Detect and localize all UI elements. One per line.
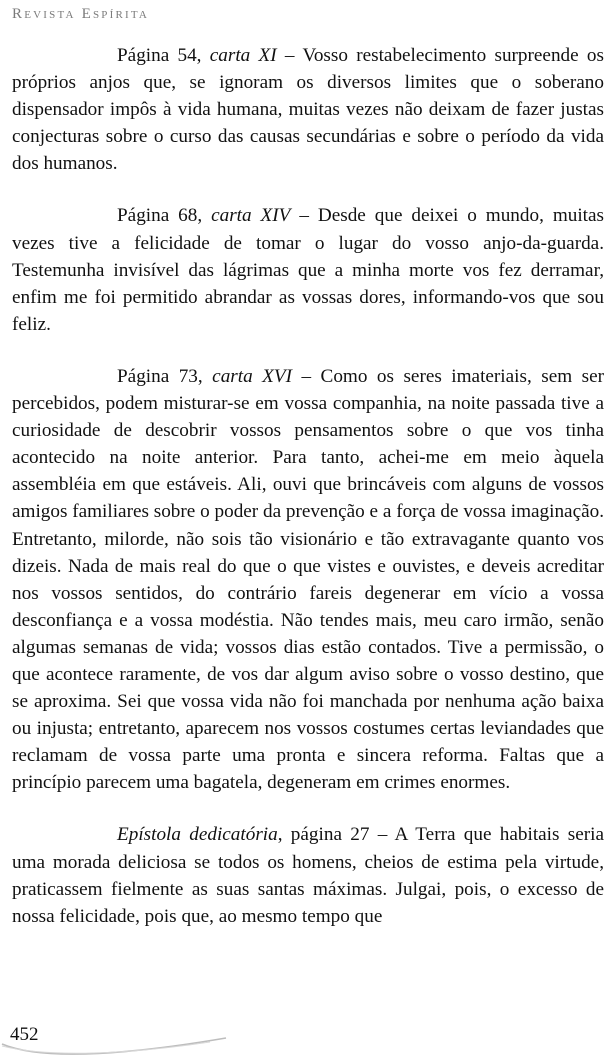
paragraph-lead: Página 68, [117,205,212,227]
paragraph-carta-xiv [12,202,604,337]
page-body [12,42,604,955]
paragraph-text: – Como os seres imateriais, sem ser percebidos, podem misturar-se em vossa companhia, na noite passada tive a curiosidade de descobrir vossos pensamentos sobre o que vos tinha acontecido na noite anterior. Para tanto, achei-me em meio àquela assembléia em que estáveis. Ali, ouvi que brincáveis com alguns de vossos amigos familiares sobre o poder da prevenção e a força de vossa imaginação. Entretanto, milorde, não sois tão visionário e tão extravagante quanto vos dizeis. Nada de mais real do que o que vistes e ouvistes, e deveis acreditar nos vossos sentidos, do contrário fareis degenerar em vício a vossa desconfiança e a vossa modéstia. Não tendes mais, meu caro irmão, senão algumas semanas de vida; vossos dias estão contados. Tive a permissão, o que acontece raramente, de vos dar algum aviso sobre o vosso destino, que se aproxima. Sei que vossa vida não foi manchada por nenhuma ação baixa ou injusta; entretanto, aparecem nos vossos costumes certas leviandades que reclamam de vossa parte uma pronta e sincera reforma. Faltas que a princípio parecem uma bagatela, degeneram em crimes enormes. [12,365,604,794]
paragraph-text: , página 27 – A Terra que habitais seria uma morada deliciosa se todos os homens, cheios de estima pela virtude, praticassem fielmente as suas santas máximas. Julgai, pois, o excesso de nossa felicidade, pois que, ao mesmo tempo que [12,824,604,927]
epistle-reference: Epístola dedicatória [117,824,278,846]
page-number: 452 [10,1024,39,1045]
paragraph-carta-xvi [12,363,604,797]
paragraph-carta-xi [12,42,604,177]
paragraph-lead: Página 54, [117,45,210,66]
paragraph-text: – Vosso restabelecimento surpreende os próprios anjos que, se ignoram os diversos limites que o soberano dispensador impôs à vida humana, muitas vezes não deixam de fazer justas conjecturas sobre o curso das causas secundárias e sobre o período da vida dos humanos. [12,45,604,175]
letter-reference: carta XI [209,45,277,66]
letter-reference: carta XVI [212,365,292,387]
letter-reference: carta XIV [211,205,291,227]
paragraph-epistola [12,821,604,929]
paragraph-text: – Desde que deixei o mundo, muitas vezes tive a felicidade de tomar o lugar do vosso anjo-da-guarda. Testemunha invisível das lágrimas que a minha morte vos fez derramar, enfim me foi permitido abrandar as vossas dores, informando-vos que sou feliz. [12,205,604,335]
running-head: Revista Espírita [12,6,150,22]
paragraph-lead: Página 73, [117,365,213,387]
